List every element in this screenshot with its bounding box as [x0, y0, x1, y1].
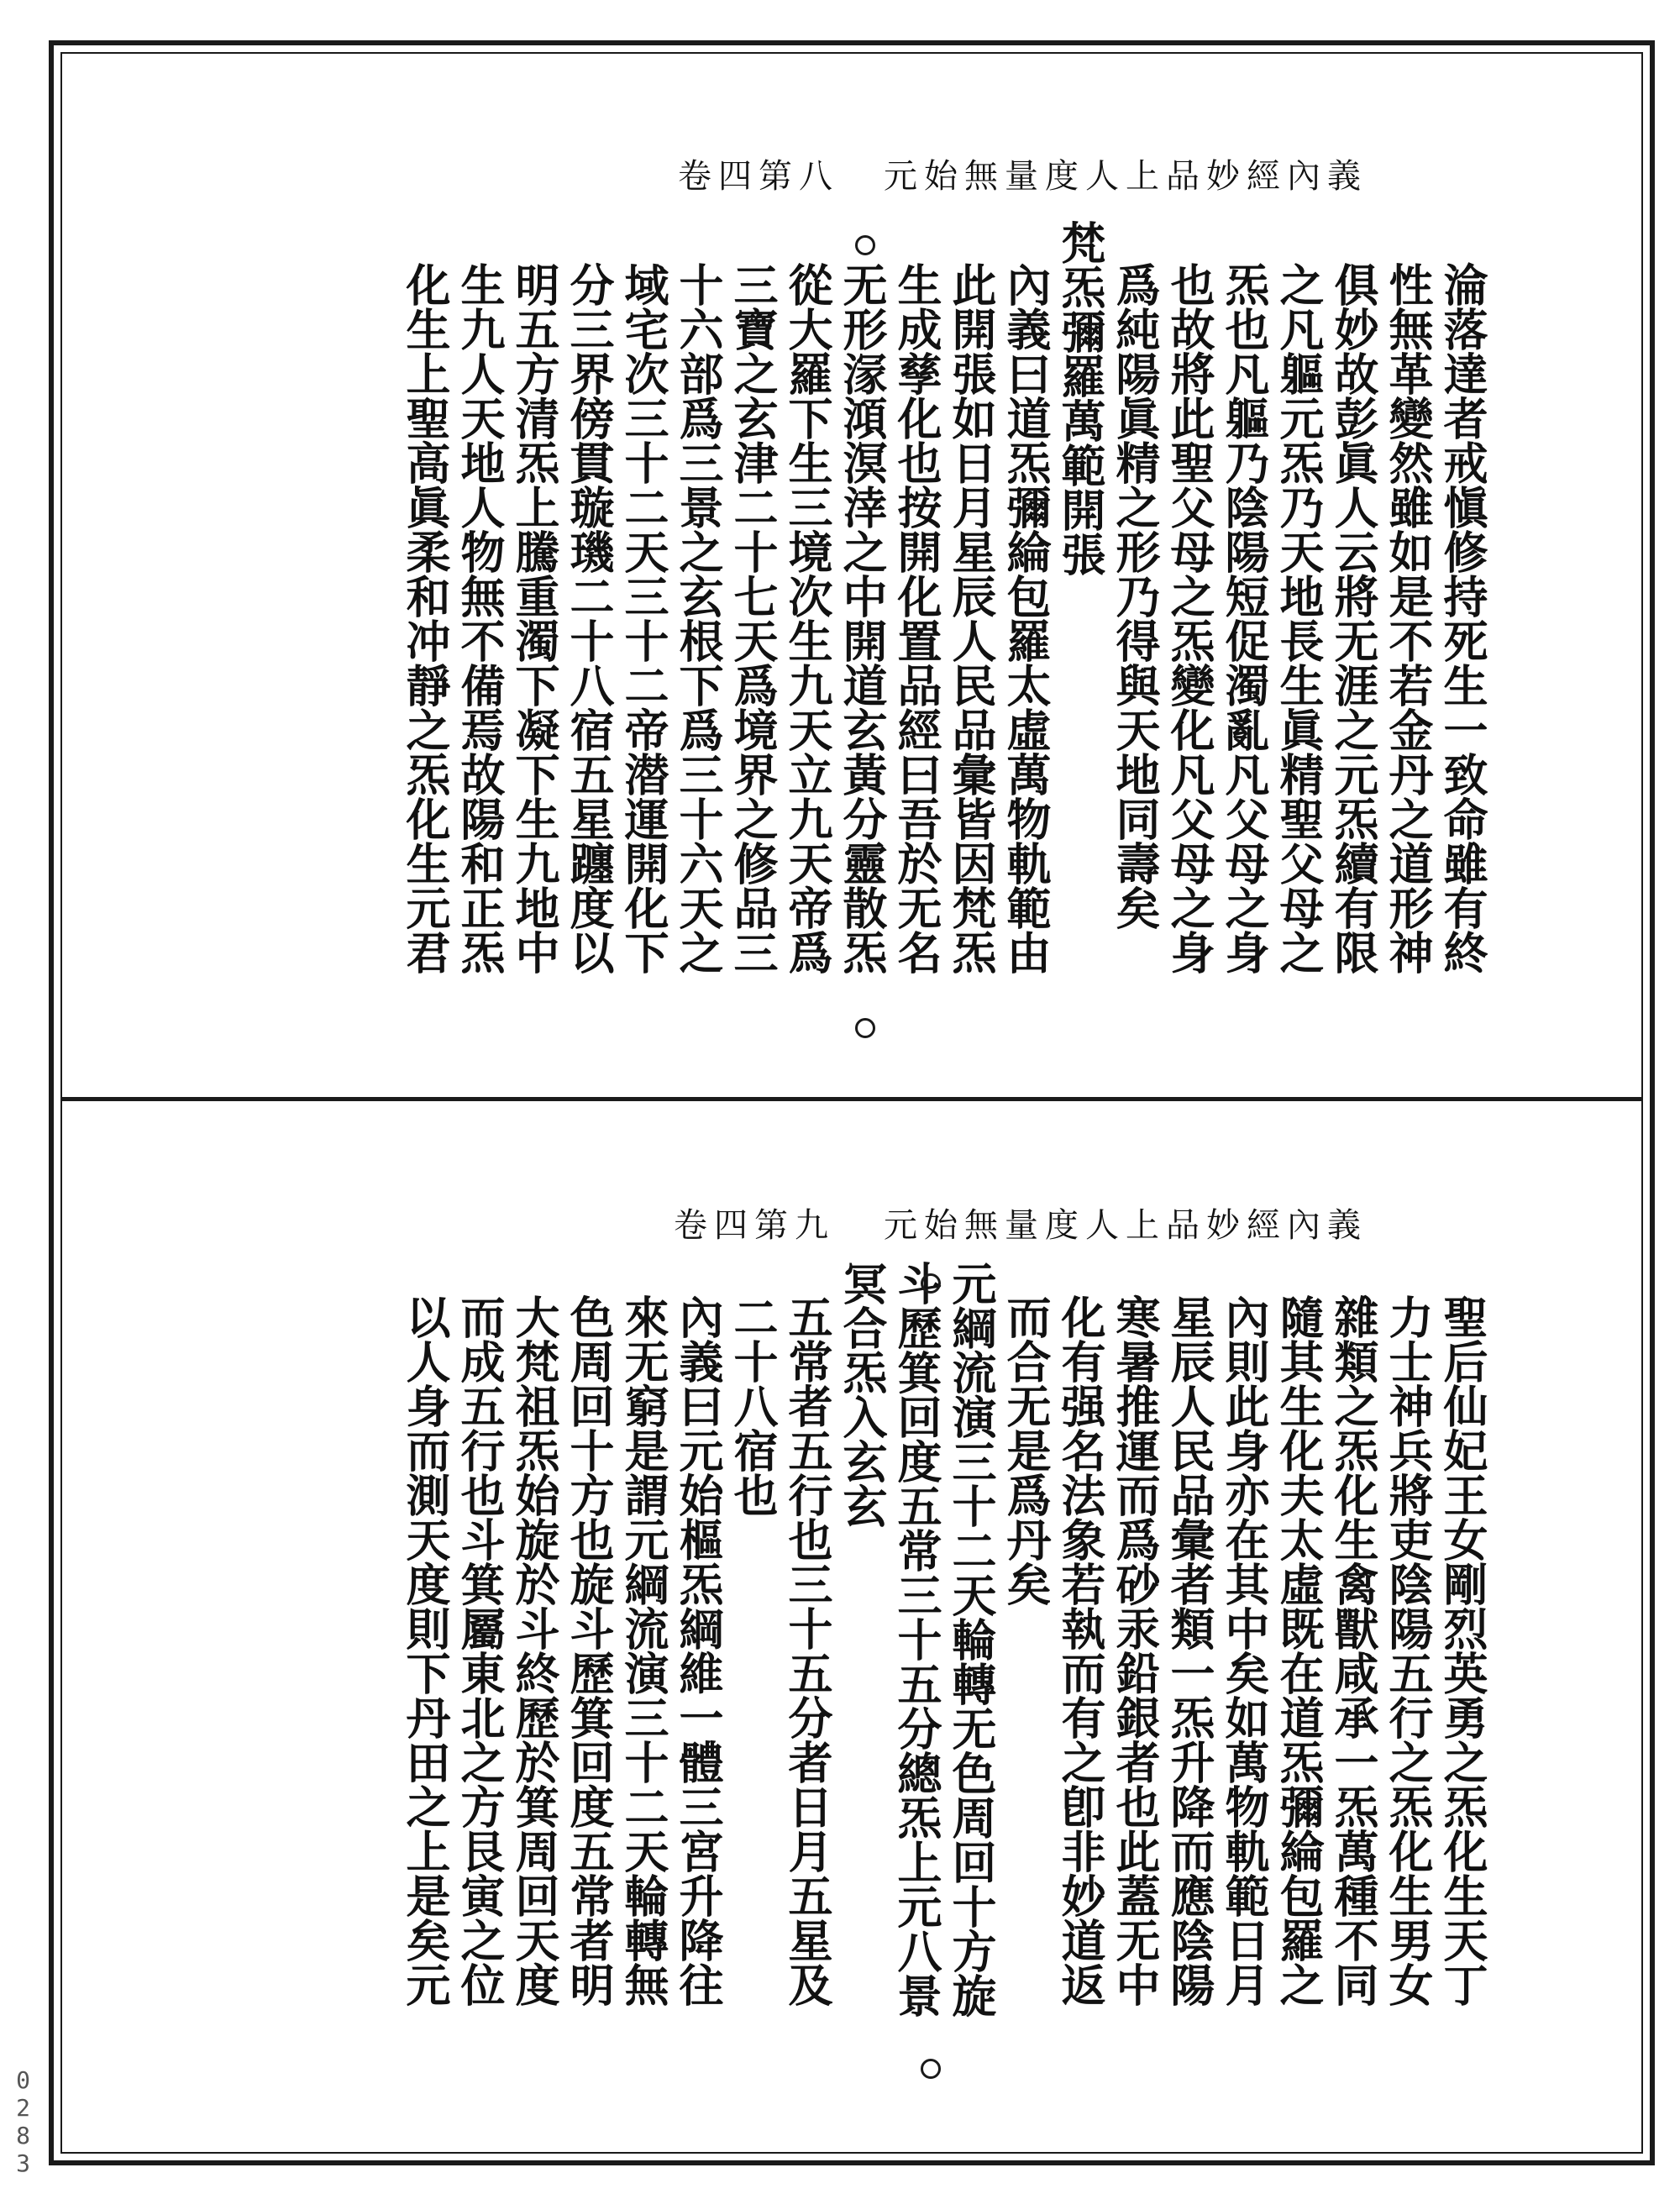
bottom-column-16: 來无窮是謂元綱流演三十二天輪轉無: [617, 1294, 669, 2007]
bottom-column-11: 斗歷箕回度五常三十五分總炁上元八景: [890, 1261, 942, 2018]
bottom-circle-mark-2: [921, 2059, 941, 2079]
top-circle-mark-1: [855, 235, 875, 255]
top-column-6: 也故將此聖父母之炁變化凡父母之身: [1163, 262, 1215, 974]
top-column-16: 域宅次三十二天三十二帝潜運開化下: [617, 262, 669, 974]
top-page: [60, 52, 1643, 1097]
bottom-column-20: 以人身而測天度則下丹田之上是矣元: [399, 1294, 451, 2007]
bottom-column-1: 聖后仙妃王女剛烈英勇之炁化生天丁: [1436, 1294, 1488, 2007]
bottom-column-5: 內則此身亦在其中矣如萬物軌範日月: [1218, 1294, 1270, 2007]
page-number: 0283: [9, 2066, 37, 2177]
top-column-1: 淪落達者戒愼修持死生一致命雖有終: [1436, 262, 1488, 974]
top-header-volume: 卷四第八: [678, 157, 839, 196]
bottom-column-9: 而合无是爲丹矣: [1000, 1294, 1052, 1606]
bottom-column-12: 冥合炁入玄玄: [836, 1261, 888, 1528]
bottom-column-2: 力士神兵將吏陰陽五行之炁化生男女: [1382, 1294, 1434, 2007]
bottom-header-title: 元始無量度人上品妙經內義: [884, 1206, 1368, 1245]
top-column-9: 內義曰道炁彌綸包羅太虛萬物軌範由: [1000, 262, 1052, 974]
bottom-header-volume: 卷四第九: [674, 1206, 835, 1245]
bottom-column-10: 元綱流演三十二天輪轉无色周回十方旋: [945, 1261, 997, 2018]
bottom-column-14: 二十八宿也: [727, 1294, 779, 1517]
top-column-14: 三寶之玄津二十七天爲境界之修品三: [727, 262, 779, 974]
bottom-column-13: 五常者五行也三十五分者日月五星及: [781, 1294, 833, 2007]
top-column-20: 化生上聖高眞柔和冲靜之炁化生元君: [399, 262, 451, 974]
top-header-title: 元始無量度人上品妙經內義: [884, 157, 1368, 196]
top-header: [60, 151, 1643, 202]
top-column-5: 炁也凡軀乃陰陽短促濁亂凡父母之身: [1218, 262, 1270, 974]
bottom-column-18: 大梵祖炁始旋於斗終歷於箕周回天度: [508, 1294, 560, 2007]
bottom-column-15: 內義曰元始樞炁綱維一體三宮升降往: [672, 1294, 724, 2007]
top-column-19: 生九人天地人物無不備焉故陽和正炁: [454, 262, 506, 974]
bottom-page: [60, 1101, 1643, 2154]
top-column-2: 性無革變然雖如是不若金丹之道形神: [1382, 262, 1434, 974]
bottom-column-4: 隨其生化夫太虛既在道炁彌綸包羅之: [1273, 1294, 1325, 2007]
bottom-circle-mark-1: [921, 1273, 941, 1294]
bottom-header: [60, 1200, 1643, 1251]
top-circle-mark-2: [855, 1018, 875, 1038]
top-column-8: 梵炁彌羅萬範開張: [1054, 220, 1106, 576]
top-column-4: 之凡軀元炁乃天地長生眞精聖父母之: [1273, 262, 1325, 974]
top-column-3: 俱妙故彭眞人云將无涯之元炁續有限: [1327, 262, 1379, 974]
bottom-column-6: 星辰人民品彙者類一炁升降而應陰陽: [1163, 1294, 1215, 2007]
bottom-column-8: 化有强名法象若執而有之卽非妙道返: [1054, 1294, 1106, 2007]
bottom-column-17: 色周回十方也旋斗歷箕回度五常者明: [563, 1294, 615, 2007]
top-column-17: 分三界傍貫璇璣二十八宿五星躔度以: [563, 262, 615, 974]
top-column-13: 從大羅下生三境次生九天立九天帝爲: [781, 262, 833, 974]
top-column-18: 明五方清炁上騰重濁下凝下生九地中: [508, 262, 560, 974]
bottom-column-19: 而成五行也斗箕屬東北之方艮寅之位: [454, 1294, 506, 2007]
top-column-12: 无形溕澒溟涬之中開道玄黃分靈散炁: [836, 262, 888, 974]
top-column-10: 此開張如日月星辰人民品彙皆因梵炁: [945, 262, 997, 974]
top-column-7: 爲純陽眞精之形乃得與天地同壽矣: [1109, 262, 1161, 930]
bottom-column-3: 雜類之炁化生禽獸咸承一炁萬種不同: [1327, 1294, 1379, 2007]
top-column-15: 十六部爲三景之玄根下爲三十六天之: [672, 262, 724, 974]
bottom-column-7: 寒暑推運而爲砂汞鉛銀者也此蓋无中: [1109, 1294, 1161, 2007]
top-column-11: 生成孳化也按開化置品經曰吾於无名: [890, 262, 942, 974]
